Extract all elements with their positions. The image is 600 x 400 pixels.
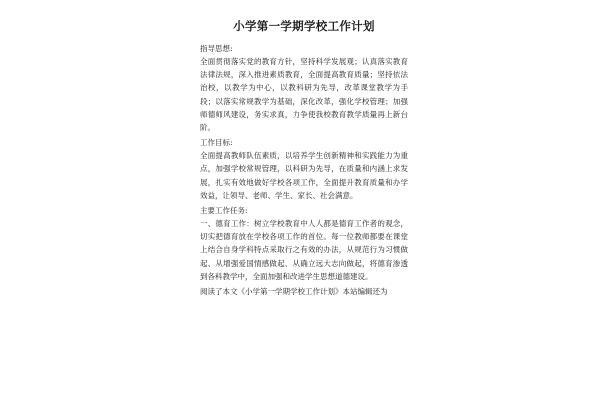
main-tasks-label: 主要工作任务: <box>200 206 248 216</box>
document-page <box>200 18 408 300</box>
work-goal-label: 工作目标: <box>200 138 233 148</box>
guiding-thought-label: 指导思想: <box>200 44 233 53</box>
footer-note: 阅读了本文《小学第一学期学校工作计划》本站编辑还为 <box>200 287 388 297</box>
document-title: 小学第一学期学校工作计划 <box>233 19 375 33</box>
guiding-thought-paragraph: 全面贯彻落实党的教育方针，坚持科学发展观；认真落实教育法律法规，深入推进素质教育，全面提高教育质量；坚持依法治校，以教学为中心，以教科研为先导，改革课堂教学为手段；以落实常规教学为基础，深化改革，强化学校管理；加强师德师风建设，务实求真，力争使我校教育教学质量再上新台阶。 <box>200 57 408 133</box>
moral-education-paragraph: 一、德育工作：树立学校教育中人人都是德育工作者的观念，切实把德育放在学校各项工作的首位。每一位教师都要在课堂上结合自身学科特点采取行之有效的办法，从规范行为习惯做起、从增强爱国情感做起、从确立远大志向做起，将德育渗透到各科教学中，全面加强和改进学生思想道德建设。 <box>200 219 408 281</box>
work-goal-paragraph: 全面提高教师队伍素质，以培养学生创新精神和实践能力为重点，加强学校常规管理，以科研为先导，在质量和内涵上求发展，扎实有效地做好学校各项工作，全面提升教育质量和办学效益，让领导、老师、学生、家长、社会满意。 <box>200 151 408 200</box>
